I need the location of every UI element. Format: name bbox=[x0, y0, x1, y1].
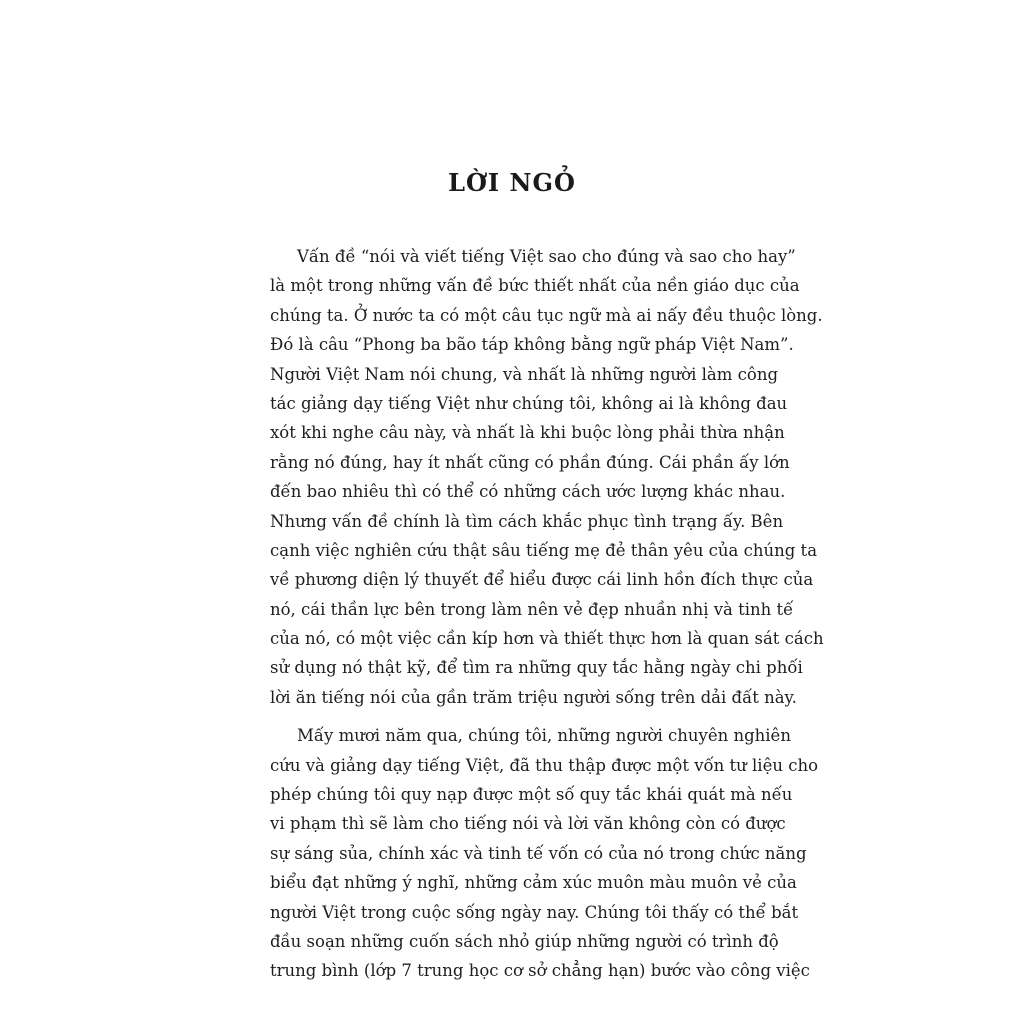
text-line: biểu đạt những ý nghĩ, những cảm xúc muôn màu muôn vẻ của bbox=[270, 873, 797, 893]
text-line: xót khi nghe câu này, và nhất là khi buộc lòng phải thừa nhận bbox=[270, 423, 785, 443]
text-line: lời ăn tiếng nói của gần trăm triệu người sống trên dải đất này. bbox=[270, 687, 797, 707]
text-line: cứu và giảng dạy tiếng Việt, đã thu thập được một vốn tư liệu cho bbox=[270, 755, 819, 775]
paragraph-gap bbox=[270, 712, 766, 721]
text-line: là một trong những vấn đề bức thiết nhất của nền giáo dục của bbox=[270, 276, 800, 296]
text-line: của nó, có một việc cần kíp hơn và thiết thực hơn là quan sát cách bbox=[270, 629, 824, 649]
text-line: về phương diện lý thuyết để hiểu được cái linh hồn đích thực của bbox=[270, 570, 814, 590]
text-line: cạnh việc nghiên cứu thật sâu tiếng mẹ đẻ thân yêu của chúng ta bbox=[270, 540, 818, 560]
text-line: người Việt trong cuộc sống ngày nay. Chúng tôi thấy có thể bắt bbox=[270, 902, 799, 922]
text-line: đến bao nhiêu thì có thể có những cách ước lượng khác nhau. bbox=[270, 482, 786, 502]
page-title: LỜI NGỎ bbox=[448, 168, 576, 197]
text-line: nó, cái thần lực bên trong làm nên vẻ đẹp nhuần nhị và tinh tế bbox=[270, 599, 794, 619]
paragraph-1 bbox=[270, 242, 824, 712]
text-line: tác giảng dạy tiếng Việt như chúng tôi, không ai là không đau bbox=[270, 393, 788, 413]
text-line: Người Việt Nam nói chung, và nhất là những người làm công bbox=[270, 364, 779, 384]
text-line: sử dụng nó thật kỹ, để tìm ra những quy tắc hằng ngày chi phối bbox=[270, 658, 803, 678]
text-line: trung bình (lớp 7 trung học cơ sở chẳng hạn) bước vào công việc bbox=[270, 961, 810, 981]
paragraph-2 bbox=[270, 721, 819, 986]
text-line: Vấn đề “nói và viết tiếng Việt sao cho đúng và sao cho hay” bbox=[297, 247, 796, 266]
text-line: sự sáng sủa, chính xác và tinh tế vốn có của nó trong chức năng bbox=[270, 843, 807, 863]
text-line: Nhưng vấn đề chính là tìm cách khắc phục tình trạng ấy. Bên bbox=[270, 511, 784, 531]
text-line: chúng ta. Ở nước ta có một câu tục ngữ mà ai nấy đều thuộc lòng. bbox=[270, 305, 823, 325]
body-text bbox=[270, 242, 824, 986]
text-line: Mấy mươi năm qua, chúng tôi, những người chuyên nghiên bbox=[297, 726, 791, 746]
text-line: rằng nó đúng, hay ít nhất cũng có phần đúng. Cái phần ấy lớn bbox=[270, 452, 790, 472]
text-line: vi phạm thì sẽ làm cho tiếng nói và lời văn không còn có được bbox=[270, 814, 786, 834]
text-line: Đó là câu “Phong ba bão táp không bằng ngữ pháp Việt Nam”. bbox=[270, 335, 794, 355]
text-line: phép chúng tôi quy nạp được một số quy tắc khái quát mà nếu bbox=[270, 785, 793, 805]
text-line: đầu soạn những cuốn sách nhỏ giúp những người có trình độ bbox=[270, 931, 779, 951]
